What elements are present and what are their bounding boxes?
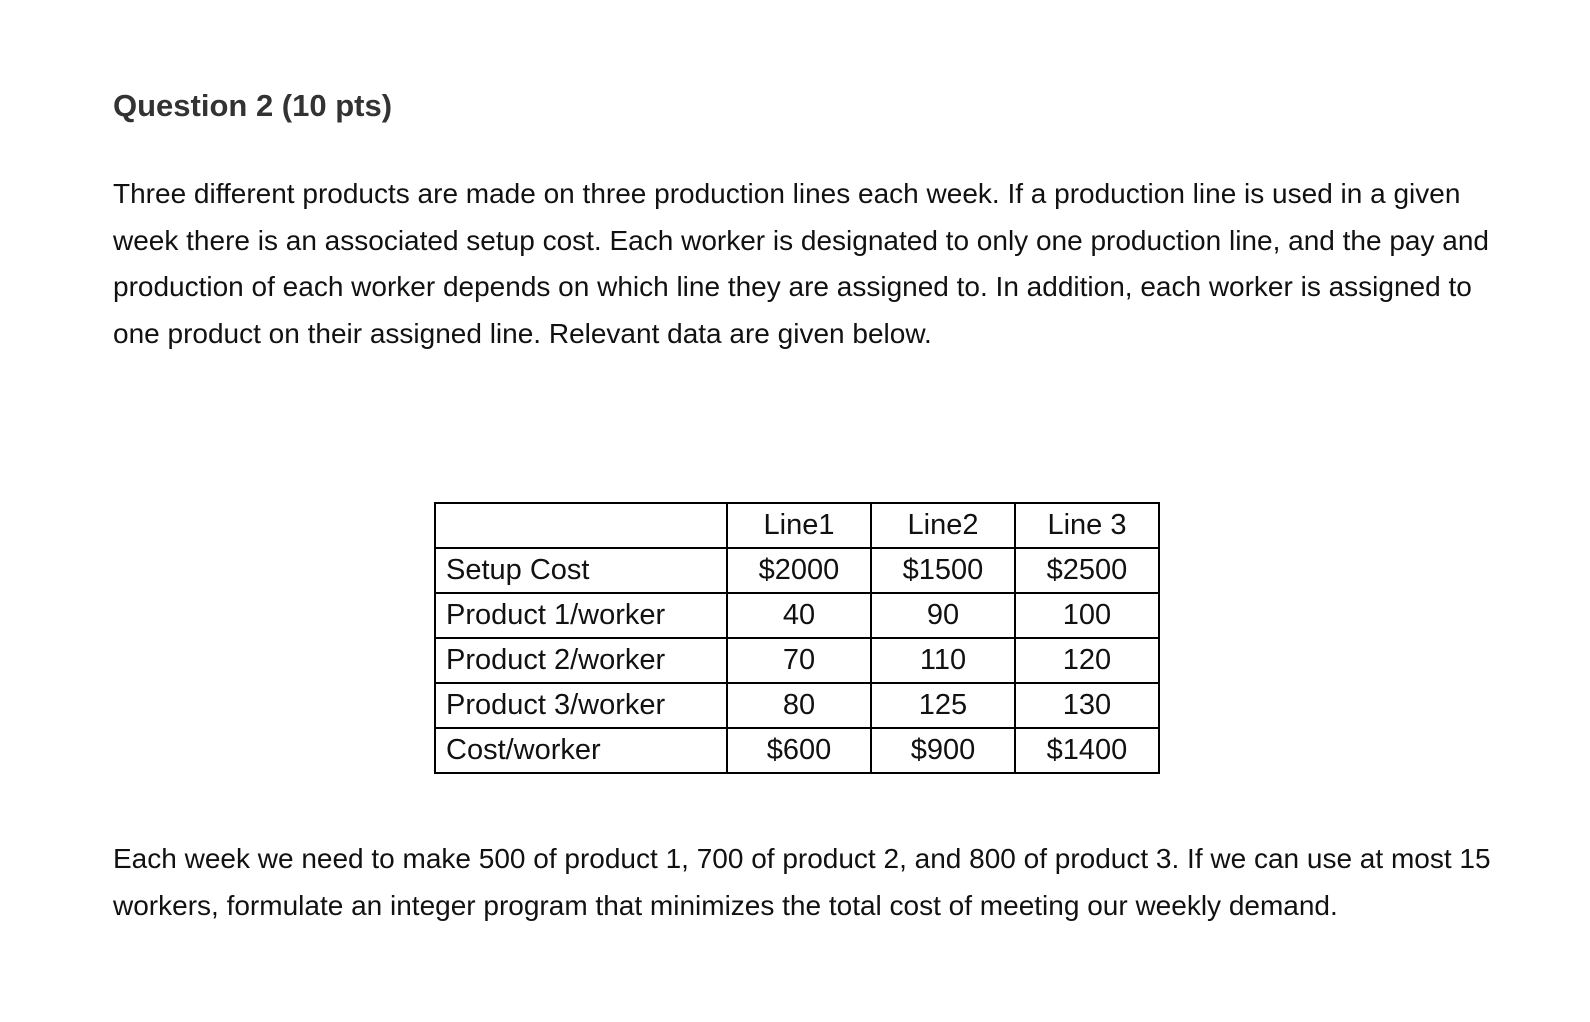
row-label-cell: Product 2/worker bbox=[435, 638, 727, 683]
table-cell: $1400 bbox=[1015, 728, 1159, 773]
production-data-table bbox=[434, 502, 1160, 774]
table-row bbox=[435, 728, 1159, 773]
header-cell-line2: Line2 bbox=[871, 503, 1015, 548]
table-cell: 90 bbox=[871, 593, 1015, 638]
table-cell: 70 bbox=[727, 638, 871, 683]
table-cell: 125 bbox=[871, 683, 1015, 728]
table-cell: 40 bbox=[727, 593, 871, 638]
table-cell: $1500 bbox=[871, 548, 1015, 593]
header-cell-empty bbox=[435, 503, 727, 548]
table-row bbox=[435, 548, 1159, 593]
table-row bbox=[435, 638, 1159, 683]
header-cell-line3: Line 3 bbox=[1015, 503, 1159, 548]
question-title: Question 2 (10 pts) bbox=[113, 88, 393, 123]
row-label-cell: Product 1/worker bbox=[435, 593, 727, 638]
header-cell-line1: Line1 bbox=[727, 503, 871, 548]
row-label-cell: Cost/worker bbox=[435, 728, 727, 773]
table-cell: 80 bbox=[727, 683, 871, 728]
table-header-row bbox=[435, 503, 1159, 548]
row-label-cell: Product 3/worker bbox=[435, 683, 727, 728]
table-cell: 130 bbox=[1015, 683, 1159, 728]
table-cell: 100 bbox=[1015, 593, 1159, 638]
table-cell: $2000 bbox=[727, 548, 871, 593]
problem-description: Three different products are made on three production lines each week. If a production line is used in a given week there is an associated setup cost. Each worker is designated to only one production line, and the pay and production of each worker depends on which line they are assigned to. In addition, each worker is assigned to one product on their assigned line. Relevant data are given below. bbox=[113, 178, 1489, 349]
table-cell: 110 bbox=[871, 638, 1015, 683]
table-cell: 120 bbox=[1015, 638, 1159, 683]
table-row bbox=[435, 593, 1159, 638]
table-row bbox=[435, 683, 1159, 728]
table-cell: $2500 bbox=[1015, 548, 1159, 593]
task-description: Each week we need to make 500 of product 1, 700 of product 2, and 800 of product 3. If we can use at most 15 workers, formulate an integer program that minimizes the total cost of meeting our weekly demand. bbox=[113, 843, 1491, 921]
table-cell: $900 bbox=[871, 728, 1015, 773]
table-cell: $600 bbox=[727, 728, 871, 773]
row-label-cell: Setup Cost bbox=[435, 548, 727, 593]
